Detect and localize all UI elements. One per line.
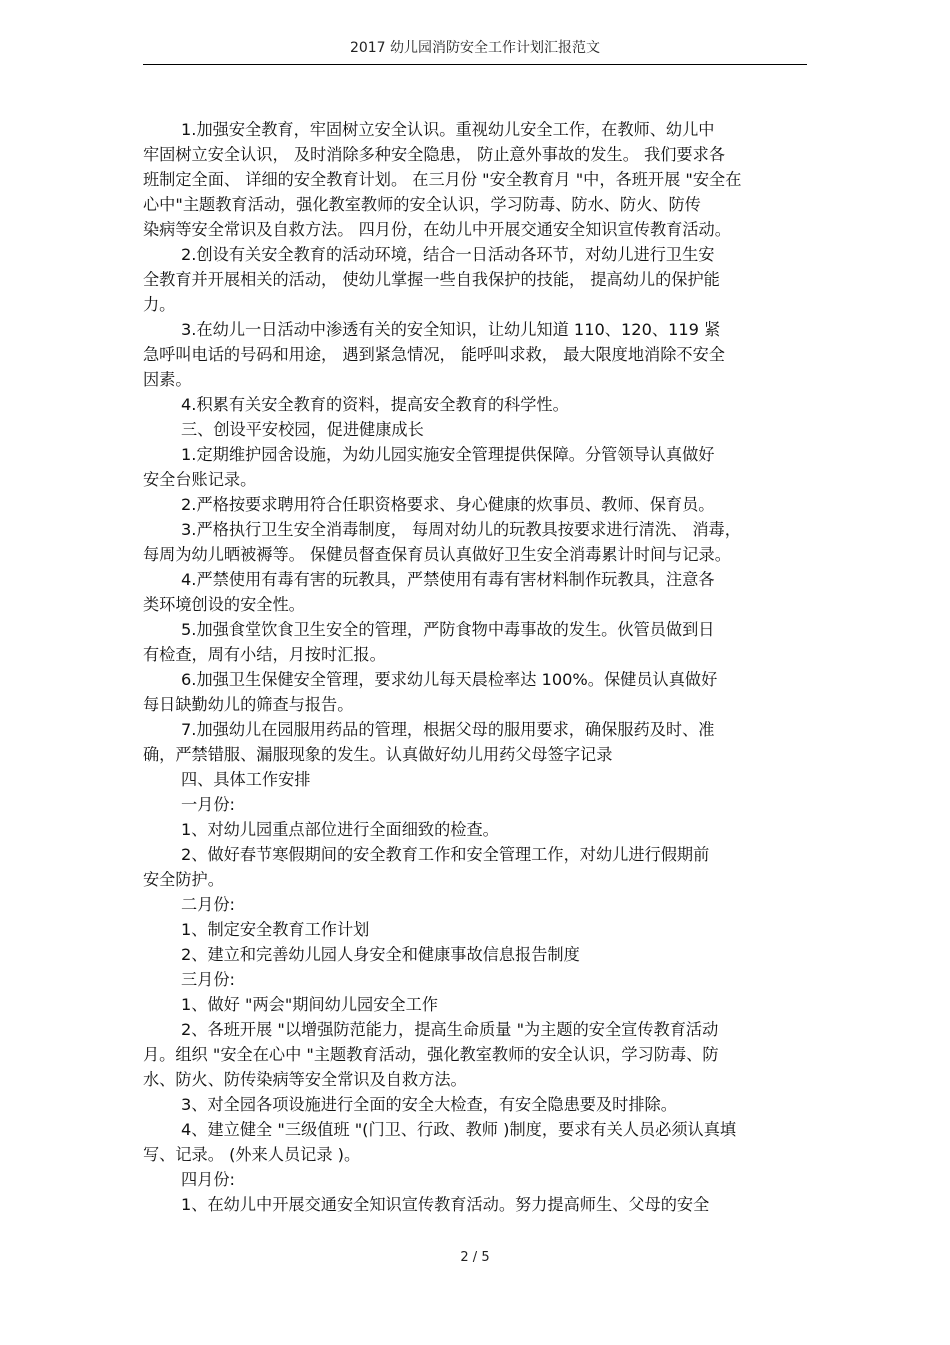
text-line: 3.在幼儿一日活动中渗透有关的安全知识，让幼儿知道 110、120、119 紧 bbox=[181, 320, 721, 339]
text-line: 5.加强食堂饮食卫生安全的管理，严防食物中毒事故的发生。伙管员做到日 bbox=[181, 620, 715, 639]
text-line: 2.严格按要求聘用符合任职资格要求、身心健康的炊事员、教师、保育员。 bbox=[181, 495, 715, 514]
text-line: 1、制定安全教育工作计划 bbox=[181, 920, 370, 939]
text-line: 安全台账记录。 bbox=[143, 470, 257, 489]
document-body bbox=[143, 117, 807, 1217]
text-line: 二月份: bbox=[181, 895, 236, 914]
text-line: 急呼叫电话的号码和用途， 遇到紧急情况， 能呼叫求救， 最大限度地消除不安全 bbox=[143, 345, 725, 364]
text-line: 3.严格执行卫生安全消毒制度， 每周对幼儿的玩教具按要求进行清洗、 消毒， bbox=[181, 520, 741, 539]
text-line: 因素。 bbox=[143, 370, 192, 389]
page-header-title: 2017 幼儿园消防安全工作计划汇报范文 bbox=[349, 40, 601, 56]
text-line: 1.定期维护园舍设施，为幼儿园实施安全管理提供保障。分管领导认真做好 bbox=[181, 445, 715, 464]
text-line: 三月份: bbox=[181, 970, 236, 989]
text-line: 1、在幼儿中开展交通安全知识宣传教育活动。努力提高师生、父母的安全 bbox=[181, 1195, 710, 1214]
text-line: 力。 bbox=[143, 295, 176, 314]
text-line: 2、建立和完善幼儿园人身安全和健康事故信息报告制度 bbox=[181, 945, 580, 964]
text-line: 三、创设平安校园，促进健康成长 bbox=[181, 420, 424, 439]
text-line: 一月份: bbox=[181, 795, 236, 814]
text-line: 染病等安全常识及自救方法。 四月份，在幼儿中开展交通安全知识宣传教育活动。 bbox=[143, 220, 731, 239]
text-line: 确，严禁错服、漏服现象的发生。认真做好幼儿用药父母签字记录 bbox=[143, 745, 613, 764]
header-divider bbox=[143, 64, 807, 65]
text-line: 4.严禁使用有毒有害的玩教具，严禁使用有毒有害材料制作玩教具，注意各 bbox=[181, 570, 715, 589]
text-line: 写、记录。 (外来人员记录 )。 bbox=[143, 1145, 361, 1164]
text-line: 类环境创设的安全性。 bbox=[143, 595, 305, 614]
text-line: 安全防护。 bbox=[143, 870, 224, 889]
text-line: 2、做好春节寒假期间的安全教育工作和安全管理工作，对幼儿进行假期前 bbox=[181, 845, 710, 864]
text-line: 7.加强幼儿在园服用药品的管理，根据父母的服用要求，确保服药及时、准 bbox=[181, 720, 715, 739]
text-line: 班制定全面、 详细的安全教育计划。 在三月份 "安全教育月 "中，各班开展 "安全在 bbox=[143, 170, 742, 189]
text-line: 有检查，周有小结，月按时汇报。 bbox=[143, 645, 386, 664]
text-line: 6.加强卫生保健安全管理，要求幼儿每天晨检率达 100%。保健员认真做好 bbox=[181, 670, 718, 689]
text-line: 1、做好 "两会"期间幼儿园安全工作 bbox=[181, 995, 438, 1014]
text-line: 2、各班开展 "以增强防范能力，提高生命质量 "为主题的安全宣传教育活动 bbox=[181, 1020, 719, 1039]
text-line: 心中"主题教育活动，强化教室教师的安全认识，学习防毒、防水、防火、防传 bbox=[143, 195, 701, 214]
text-line: 2.创设有关安全教育的活动环境，结合一日活动各环节，对幼儿进行卫生安 bbox=[181, 245, 715, 264]
text-line: 3、对全园各项设施进行全面的安全大检查，有安全隐患要及时排除。 bbox=[181, 1095, 677, 1114]
page-number: 2 / 5 bbox=[460, 1250, 490, 1265]
text-line: 4、建立健全 "三级值班 "(门卫、行政、教师 )制度，要求有关人员必须认真填 bbox=[181, 1120, 737, 1139]
text-line: 1.加强安全教育，牢固树立安全认识。重视幼儿安全工作，在教师、幼儿中 bbox=[181, 120, 715, 139]
text-line: 水、防火、防传染病等安全常识及自救方法。 bbox=[143, 1070, 467, 1089]
text-line: 每周为幼儿晒被褥等。 保健员督查保育员认真做好卫生安全消毒累计时间与记录。 bbox=[143, 545, 731, 564]
text-line: 牢固树立安全认识， 及时消除多种安全隐患， 防止意外事故的发生。 我们要求各 bbox=[143, 145, 725, 164]
text-line: 全教育并开展相关的活动， 使幼儿掌握一些自我保护的技能， 提高幼儿的保护能 bbox=[143, 270, 720, 289]
text-line: 每日缺勤幼儿的筛查与报告。 bbox=[143, 695, 354, 714]
text-line: 四、具体工作安排 bbox=[181, 770, 311, 789]
text-line: 月。组织 "安全在心中 "主题教育活动，强化教室教师的安全认识，学习防毒、防 bbox=[143, 1045, 719, 1064]
text-line: 4.积累有关安全教育的资料，提高安全教育的科学性。 bbox=[181, 395, 569, 414]
text-line: 1、对幼儿园重点部位进行全面细致的检查。 bbox=[181, 820, 499, 839]
text-line: 四月份: bbox=[181, 1170, 236, 1189]
